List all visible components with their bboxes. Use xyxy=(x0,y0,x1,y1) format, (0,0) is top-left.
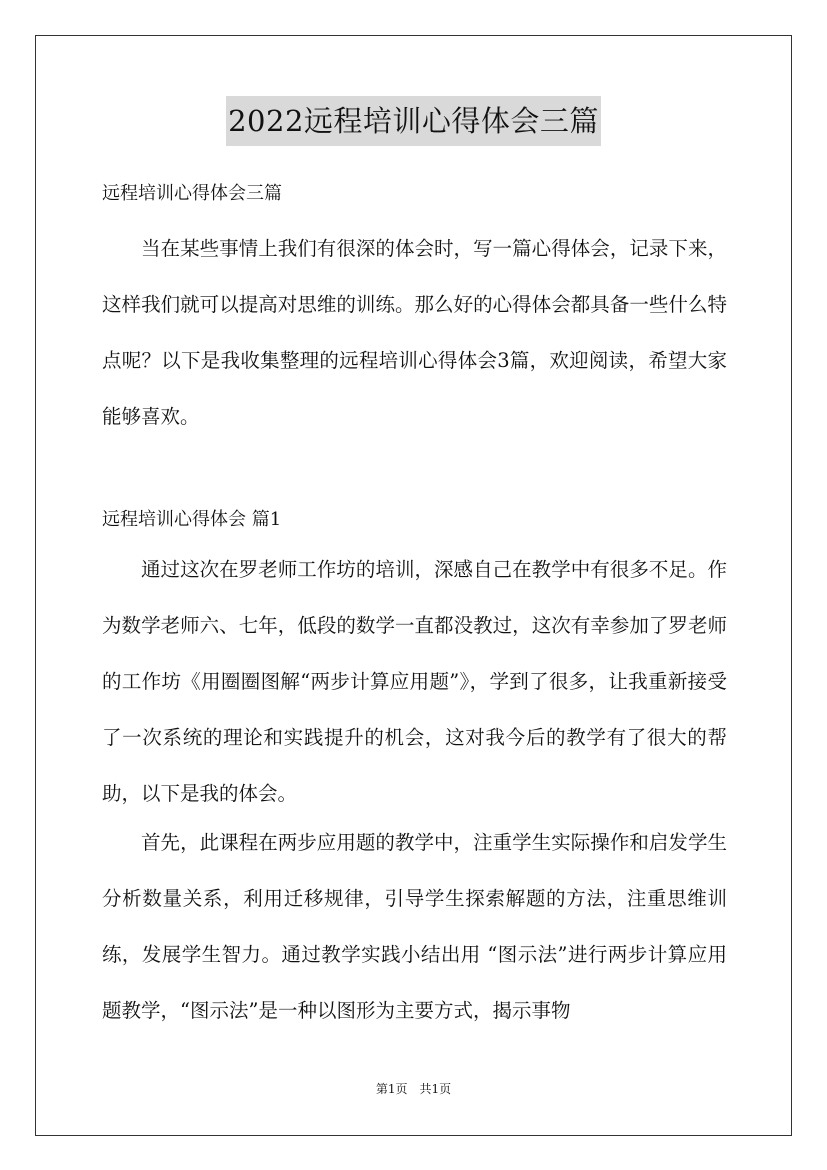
page-number-total: 共1页 xyxy=(419,1082,452,1096)
intro-paragraph: 当在某些事情上我们有很深的体会时，写一篇心得体会，记录下来，这样我们就可以提高对思维的训练。那么好的心得体会都具备一些什么特点呢？以下是我收集整理的远程培训心得体会3篇，欢迎阅读，希望大家能够喜欢。 xyxy=(102,237,727,428)
section-heading-1: 远程培训心得体会 篇1 xyxy=(102,509,282,530)
section1-paragraph-1: 通过这次在罗老师工作坊的培训，深感自己在教学中有很多不足。作为数学老师六、七年，低段的数学一直都没教过，这次有幸参加了罗老师的工作坊《用圈圈图解“两步计算应用题”》，学到了很多，让我重新接受了一次系统的理论和实践提升的机会，这对我今后的教学有了很大的帮助，以下是我的体会。 xyxy=(102,558,727,805)
document-title: 2022远程培训心得体会三篇 xyxy=(226,96,601,146)
page-number-current: 第1页 xyxy=(375,1082,408,1096)
document-subheading: 远程培训心得体会三篇 xyxy=(102,183,282,204)
section1-paragraph-2: 首先，此课程在两步应用题的教学中，注重学生实际操作和启发学生分析数量关系，利用迁移规律，引导学生探索解题的方法，注重思维训练，发展学生智力。通过教学实践小结出用 “图示法”进行两步计算应用题教学，“图示法”是一种以图形为主要方式，揭示事物 xyxy=(102,831,727,1022)
title-container xyxy=(0,96,827,146)
page-footer xyxy=(0,1080,827,1098)
